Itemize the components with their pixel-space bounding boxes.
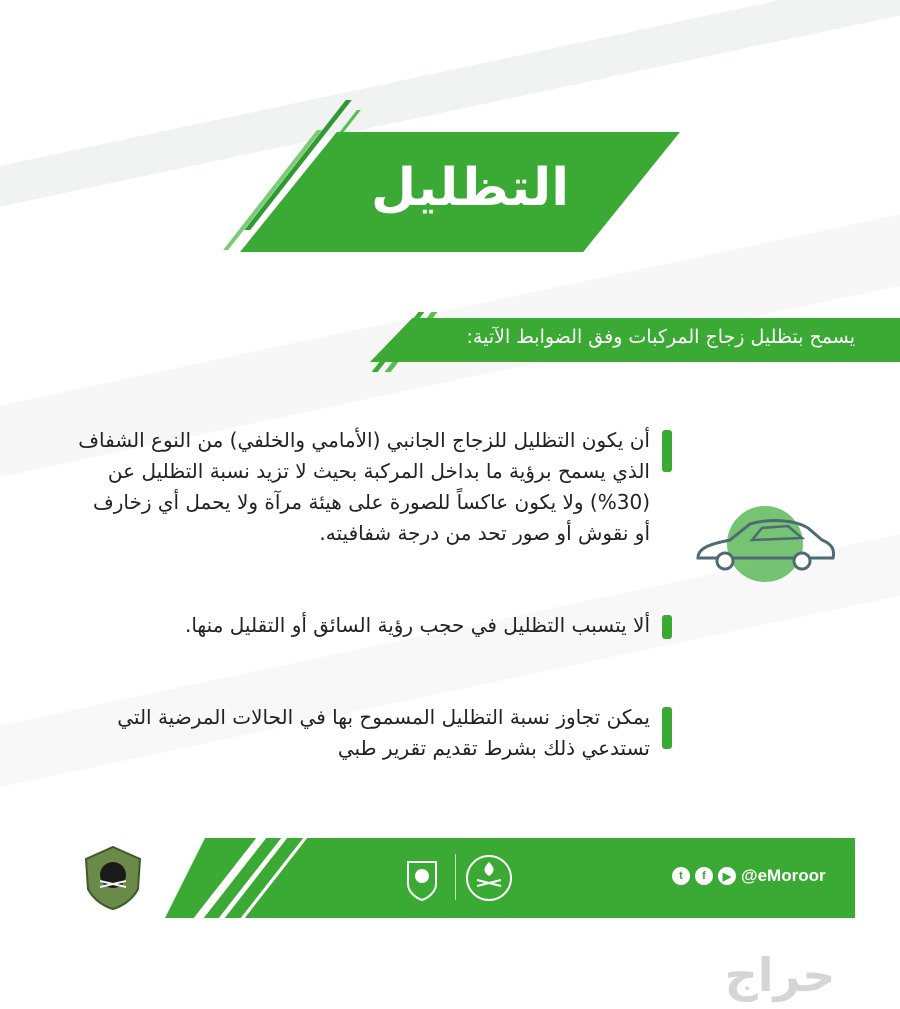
rule-text: يمكن تجاوز نسبة التظليل المسموح بها في الحالات المرضية التي تستدعي ذلك بشرط تقديم تقرير طبي [117, 705, 650, 760]
traffic-department-logo-icon [398, 854, 446, 902]
youtube-icon[interactable]: ▶ [718, 867, 736, 885]
title-banner-area [200, 100, 700, 270]
rule-item [72, 702, 672, 764]
rule-bullet [662, 707, 672, 749]
subtitle: يسمح بتظليل زجاج المركبات وفق الضوابط الآتية: [466, 326, 855, 348]
traffic-police-badge-icon [80, 845, 146, 911]
watermark: حراج [724, 948, 836, 1002]
rule-bullet [662, 615, 672, 639]
twitter-icon[interactable]: t [672, 867, 690, 885]
footer-divider [455, 854, 456, 900]
facebook-icon[interactable]: f [695, 867, 713, 885]
rule-item [72, 610, 672, 641]
rule-item [72, 425, 672, 549]
rule-bullet [662, 430, 672, 472]
interior-ministry-emblem-icon [465, 854, 513, 902]
rule-text: أن يكون التظليل للزجاج الجانبي (الأمامي والخلفي) من النوع الشفاف الذي يسمح برؤية ما بداخل المركبة بحيث لا تزيد نسبة التظليل عن (30%) ولا يكون عاكساً للصورة على هيئة مرآة ولا يحمل أي زخارف أو نقوش أو صور تحد من درجة شفافيته. [78, 428, 650, 545]
social-handle[interactable] [672, 866, 826, 886]
car-icon [690, 506, 840, 586]
rule-text: ألا يتسبب التظليل في حجب رؤية السائق أو التقليل منها. [184, 613, 650, 637]
page-title: التظليل [370, 158, 570, 218]
handle-text: @eMoroor [741, 866, 826, 885]
